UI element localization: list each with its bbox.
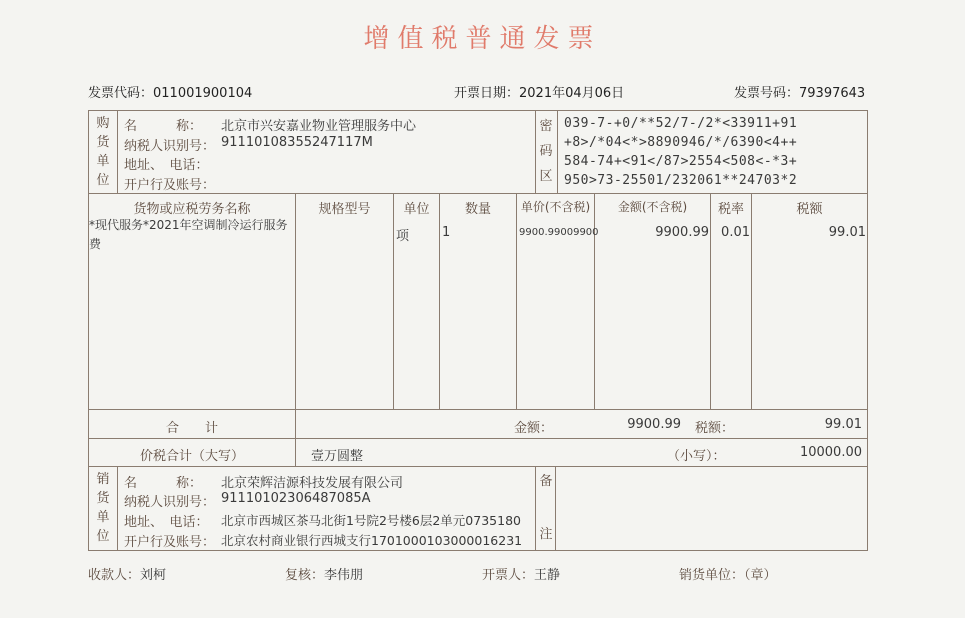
invoice-title: 增值税普通发票 <box>363 24 602 54</box>
invoice-number <box>734 82 865 101</box>
invoice-date-value: 2021年04月06日 <box>519 86 625 101</box>
header-price: 单价(不含税) <box>520 200 591 214</box>
invoice-date-label: 开票日期： <box>454 86 520 101</box>
grand-total-small-label: （小写）： <box>667 449 726 464</box>
grand-total-number: 10000.00 <box>799 445 862 460</box>
grand-total-words: 壹万圆整 <box>311 449 364 464</box>
buyer-tax-id: 91110108355247117M <box>221 135 373 150</box>
header-amount: 金额(不含税) <box>617 200 688 214</box>
footer-reviewer: 复核：李伟朋 <box>285 568 364 583</box>
invoice-code-label: 发票代码： <box>88 86 154 101</box>
buyer-bank-label: 开户行及账号： <box>124 178 216 193</box>
header-item-name: 货物或应税劳务名称 <box>133 202 251 217</box>
buyer-name: 北京市兴安嘉业物业管理服务中心 <box>221 119 417 134</box>
seller-tax-id-label: 纳税人识别号： <box>124 495 216 510</box>
header-qty: 数量 <box>464 202 491 217</box>
header-rate: 税率 <box>717 202 744 217</box>
invoice-date <box>454 82 624 101</box>
remarks-side-label: 备 注 <box>539 474 553 542</box>
totals-tax: 99.01 <box>824 417 862 432</box>
invoice-code-value: 011001900104 <box>153 86 253 101</box>
item-amount: 9900.99 <box>655 225 709 240</box>
item-price: 9900.99009900 <box>519 227 599 238</box>
footer-payee: 收款人：刘柯 <box>88 568 167 583</box>
grand-total-label: 价税合计（大写） <box>139 449 244 464</box>
header-unit: 单位 <box>403 202 430 217</box>
cipher-line: 950>73-25501/232061**24703*2 <box>564 173 798 188</box>
totals-amount-label: 金额： <box>514 421 554 436</box>
cipher-line: +8>/*04<*>8890946/*/6390<4++ <box>564 135 798 150</box>
seller-side-label: 销 货 单 位 <box>96 472 110 544</box>
footer-seller-unit: 销货单位：（章） <box>679 568 777 583</box>
seller-bank-label: 开户行及账号： <box>124 535 216 550</box>
item-rate: 0.01 <box>721 225 750 240</box>
item-tax: 99.01 <box>828 225 866 240</box>
header-tax: 税额 <box>796 202 823 217</box>
buyer-name-label: 名 称： <box>124 119 203 134</box>
seller-name-label: 名 称： <box>124 476 203 491</box>
seller-tax-id: 91110102306487085A <box>221 491 371 506</box>
footer-drawer: 开票人：王静 <box>482 568 561 583</box>
seller-address: 北京市西城区茶马北街1号院2号楼6层2单元0735180 <box>221 513 521 528</box>
seller-bank: 北京农村商业银行西城支行1701000103000016231 <box>221 533 523 548</box>
seller-address-label: 地址、 电话： <box>124 515 209 530</box>
item-unit: 项 <box>396 229 410 244</box>
invoice-code <box>88 82 252 101</box>
buyer-address-label: 地址、 电话： <box>124 158 209 173</box>
item-name-line1: *现代服务*2021年空调制冷运行服务 <box>89 218 288 232</box>
header-spec: 规格型号 <box>318 202 371 217</box>
invoice-number-label: 发票号码： <box>734 86 800 101</box>
totals-amount: 9900.99 <box>627 417 681 432</box>
seller-name: 北京荣辉洁源科技发展有限公司 <box>221 476 404 491</box>
invoice-number-value: 79397643 <box>799 86 866 101</box>
cipher-line: 584-74+<91</87>2554<508<-*3+ <box>564 154 798 169</box>
buyer-tax-id-label: 纳税人识别号： <box>124 139 216 154</box>
cipher-side-label: 密 码 区 <box>539 119 553 184</box>
cipher-line: 039-7-+0/**52/7-/2*<33911+91 <box>564 116 798 131</box>
buyer-side-label: 购 货 单 位 <box>96 116 110 188</box>
item-qty: 1 <box>442 225 451 240</box>
item-name-line2: 费 <box>89 237 102 251</box>
totals-tax-label: 税额： <box>695 421 735 436</box>
totals-label: 合 计 <box>165 421 218 436</box>
